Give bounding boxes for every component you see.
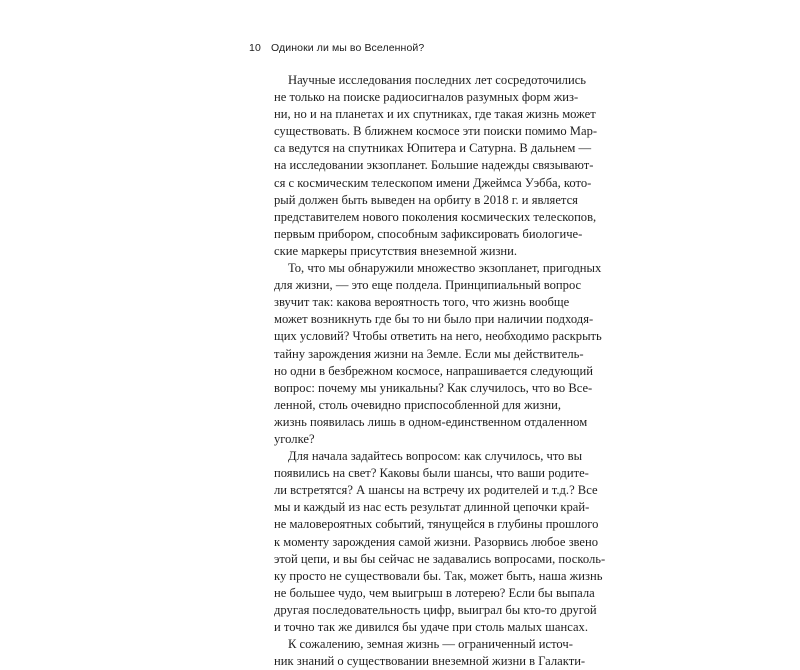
text-line: ские маркеры присутствия внеземной жизни. [274, 243, 518, 258]
running-head-title: Одиноки ли мы во Вселенной? [271, 42, 425, 54]
text-line: не маловероятных событий, тянущейся в глубины прошлого [274, 517, 599, 532]
text-line: существовать. В ближнем космосе эти поиски помимо Мар- [274, 124, 598, 139]
text-line: и точно так же дивился бы удаче при столь малых шансах. [274, 620, 588, 634]
text-line: не большее чудо, чем выигрыш в лотерею? Если бы выпала [274, 585, 595, 600]
text-line: на исследовании экзопланет. Большие надежды связывают- [274, 158, 594, 173]
text-line: к моменту зарождения самой жизни. Разорвись любое звено [274, 534, 599, 549]
text-line: мы и каждый из нас есть результат длинной цепочки край- [274, 500, 590, 515]
text-line: са ведутся на спутниках Юпитера и Сатурна. В дальнем — [274, 141, 592, 156]
text-line: Для начала задайтесь вопросом: как случилось, что вы [288, 449, 583, 464]
text-line: появились на свет? Каковы были шансы, что ваши родите- [274, 466, 589, 481]
text-line: этой цепи, и вы бы сейчас не задавались вопросами, посколь- [274, 551, 606, 566]
text-line: ся с космическим телескопом имени Джеймса Уэбба, кото- [274, 175, 592, 190]
text-line: ленной, столь очевидно приспособленной для жизни, [274, 397, 562, 412]
text-line: представителем нового поколения космических телескопов, [274, 209, 597, 224]
paragraph [274, 448, 606, 636]
text-line: вопрос: почему мы уникальны? Как случилось, что во Все- [274, 380, 593, 395]
text-line: жизнь появилась лишь в одном-единственном отдаленном [274, 414, 588, 429]
paragraph [274, 260, 602, 448]
text-line: Научные исследования последних лет сосредоточились [288, 73, 587, 87]
running-head [249, 42, 424, 54]
text-line: звучит так: какова вероятность того, что жизнь вообще [274, 295, 570, 310]
body-text [274, 72, 606, 670]
text-line: не только на поиске радиосигналов разумных форм жиз- [274, 90, 579, 105]
text-line: тайну зарождения жизни на Земле. Если мы действитель- [274, 346, 584, 361]
text-line: но одни в безбрежном космосе, напрашивается следующий [274, 363, 593, 378]
text-line: уголке? [274, 431, 315, 446]
text-line: ник знаний о существовании внеземной жизни в Галакти- [274, 654, 586, 669]
text-line: ли встретятся? А шансы на встречу их родителей и т.д.? Все [274, 483, 598, 498]
text-line: первым прибором, способным зафиксировать биологиче- [274, 226, 583, 241]
text-line: для жизни, — это еще полдела. Принципиальный вопрос [274, 278, 582, 293]
text-line: ку просто не существовали бы. Так, может быть, наша жизнь [274, 568, 603, 583]
text-line: То, что мы обнаружили множество экзопланет, пригодных [288, 261, 602, 276]
text-line: щих условий? Чтобы ответить на него, необходимо раскрыть [274, 329, 602, 344]
text-line: К сожалению, земная жизнь — ограниченный источ- [288, 637, 573, 652]
text-line: рый должен быть выведен на орбиту в 2018 г. и является [274, 192, 578, 207]
text-line: ни, но и на планетах и их спутниках, где такая жизнь может [274, 107, 596, 122]
paragraph [274, 636, 586, 670]
text-line: другая последовательность цифр, выиграл бы кто-то другой [274, 602, 597, 617]
paragraph [274, 72, 598, 260]
text-line: может возникнуть где бы то ни было при наличии подходя- [274, 312, 594, 327]
page-number: 10 [249, 42, 261, 54]
